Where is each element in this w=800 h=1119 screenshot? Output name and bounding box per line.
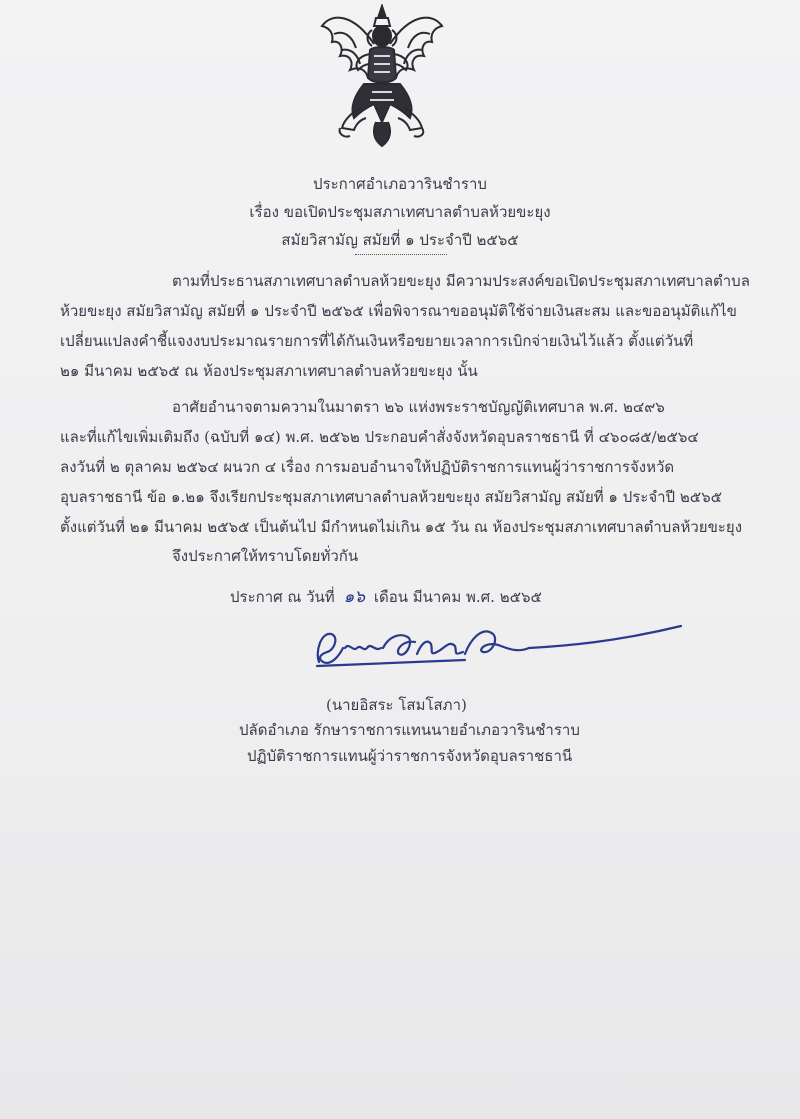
paragraph-line: ลงวันที่ ๒ ตุลาคม ๒๕๖๔ ผนวก ๔ เรื่อง การมอบอำนาจให้ปฏิบัติราชการแทนผู้ว่าราชการจังหวัด [60,458,675,476]
paragraph-line: อาศัยอำนาจตามความในมาตรา ๒๖ แห่งพระราชบัญญัติเทศบาล พ.ศ. ๒๔๙๖ [172,398,665,416]
handwritten-day: ๑๖ [343,587,366,607]
announcement-subject: เรื่อง ขอเปิดประชุมสภาเทศบาลตำบลห้วยขะยุง [249,203,551,221]
date-suffix: เดือน มีนาคม พ.ศ. ๒๕๖๕ [373,588,542,606]
garuda-emblem-icon [314,4,450,148]
paragraph-line: ห้วยขะยุง สมัยวิสามัญ สมัยที่ ๑ ประจำปี ๒๕๖๕ เพื่อพิจารณาขออนุมัติใช้จ่ายเงินสะสม และขออนุมัติแก้ไข [60,302,737,320]
signatory-position-1: ปลัดอำเภอ รักษาราชการแทนนายอำเภอวารินชำราบ [239,721,580,739]
handwritten-signature [305,618,695,678]
paragraph-authority [60,392,750,542]
paragraph-line: และที่แก้ไขเพิ่มเติมถึง (ฉบับที่ ๑๔) พ.ศ. ๒๕๖๒ ประกอบคำสั่งจังหวัดอุบลราชธานี ที่ ๔๖๐๘๕/๒๕๖๔ [60,428,699,446]
paragraph-line: ๒๑ มีนาคม ๒๕๖๕ ณ ห้องประชุมสภาเทศบาลตำบลห้วยขะยุง นั้น [60,362,478,380]
paragraph-background [60,266,750,386]
paragraph-line: ตามที่ประธานสภาเทศบาลตำบลห้วยขะยุง มีความประสงค์ขอเปิดประชุมสภาเทศบาลตำบล [172,272,750,290]
announcement-issuer: ประกาศอำเภอวารินชำราบ [313,175,487,193]
closing-statement: จึงประกาศให้ทราบโดยทั่วกัน [172,547,359,565]
signatory-position-2: ปฏิบัติราชการแทนผู้ว่าราชการจังหวัดอุบลราชธานี [247,747,573,765]
signatory-name: (นายอิสระ โสมโสภา) [326,696,467,714]
paragraph-line: เปลี่ยนแปลงคำชี้แจงงบประมาณรายการที่ได้กันเงินหรือขยายเวลาการเบิกจ่ายเงินไว้แล้ว ตั้งแต่วันที่ [60,332,694,350]
paragraph-line: ตั้งแต่วันที่ ๒๑ มีนาคม ๒๕๖๕ เป็นต้นไป มีกำหนดไม่เกิน ๑๕ วัน ณ ห้องประชุมสภาเทศบาลตำบลห้วยขะยุง [60,518,743,536]
announcement-session: สมัยวิสามัญ สมัยที่ ๑ ประจำปี ๒๕๖๕ [281,231,519,249]
paragraph-line: อุบลราชธานี ข้อ ๑.๒๑ จึงเรียกประชุมสภาเทศบาลตำบลห้วยขะยุง สมัยวิสามัญ สมัยที่ ๑ ประจำปี ๒๕๖๕ [60,488,722,506]
announcement-date [230,583,542,610]
date-prefix: ประกาศ ณ วันที่ [230,588,335,606]
dotted-divider [355,254,447,255]
